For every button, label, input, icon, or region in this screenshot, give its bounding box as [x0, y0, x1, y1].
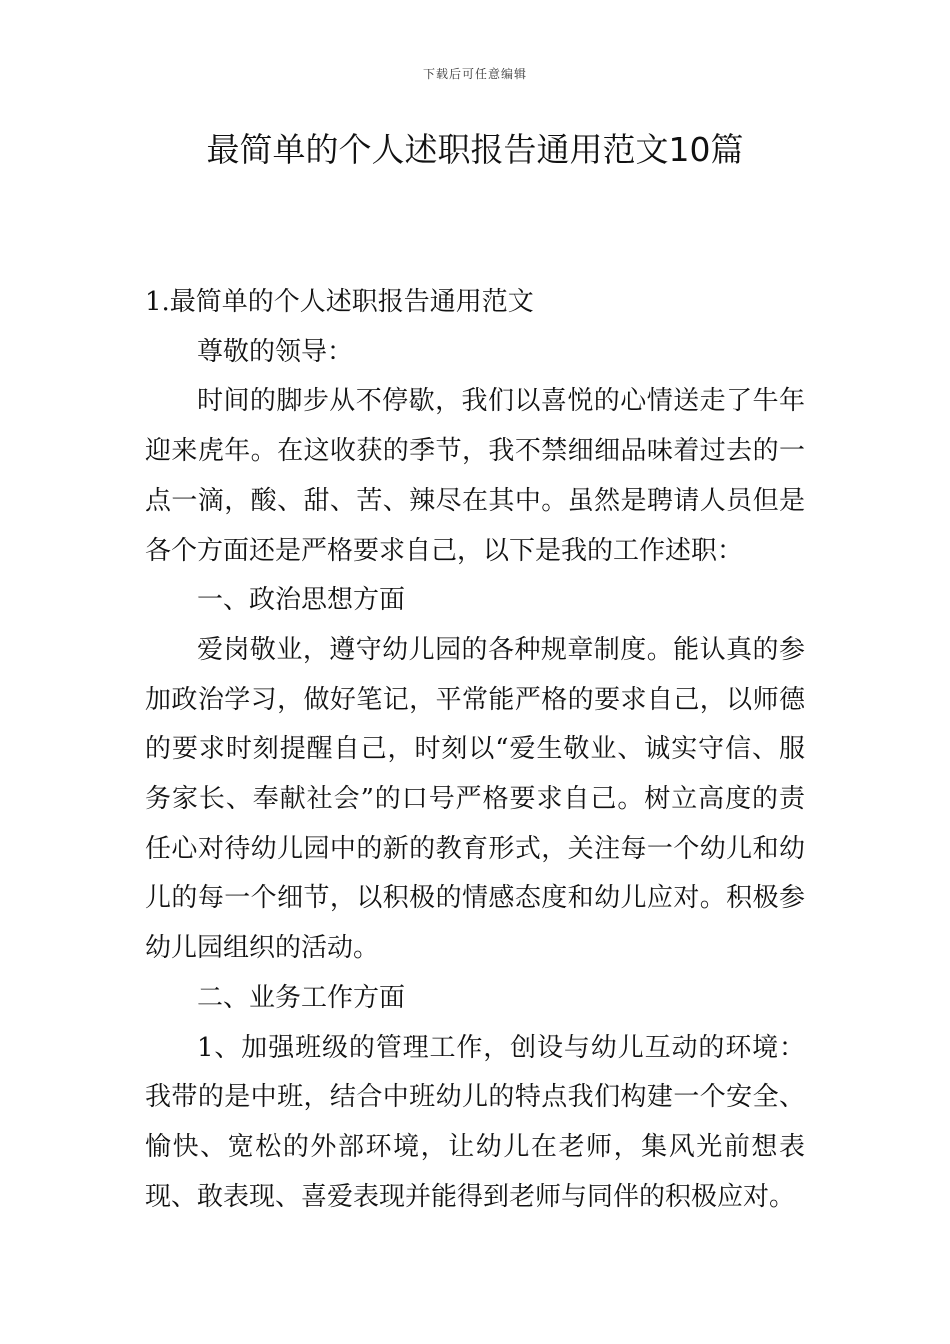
- header-note: 下载后可任意编辑: [422, 67, 527, 81]
- document-title: 最简单的个人述职报告通用范文10篇: [206, 130, 744, 169]
- body-paragraph: 1、加强班级的管理工作，创设与幼儿互动的环境：我带的是中班，结合中班幼儿的特点我们构建一个安全、愉快、宽松的外部环境，让幼儿在老师，集风光前想表现、敢表现、喜爱表现并能得到老师与同伴的积极应对。: [145, 1032, 805, 1212]
- salutation: 尊敬的领导：: [197, 336, 354, 367]
- body-paragraph: 时间的脚步从不停歇，我们以喜悦的心情送走了牛年迎来虎年。在这收获的季节，我不禁细细品味着过去的一点一滴，酸、甜、苦、辣尽在其中。虽然是聘请人员但是各个方面还是严格要求自己，以下是我的工作述职：: [145, 386, 805, 566]
- section-heading: 1.最简单的个人述职报告通用范文: [145, 287, 534, 317]
- subheading-politics: 一、政治思想方面: [197, 585, 406, 616]
- subheading-work: 二、业务工作方面: [197, 982, 406, 1013]
- body-paragraph: 爱岗敬业，遵守幼儿园的各种规章制度。能认真的参加政治学习，做好笔记，平常能严格的要求自己，以师德的要求时刻提醒自己，时刻以“爱生敬业、诚实守信、服务家长、奉献社会”的口号严格要求自己。树立高度的责任心对待幼儿园中的新的教育形式，关注每一个幼儿和幼儿的每一个细节，以积极的情感态度和幼儿应对。积极参幼儿园组织的活动。: [145, 634, 805, 964]
- document-body: [145, 278, 805, 1222]
